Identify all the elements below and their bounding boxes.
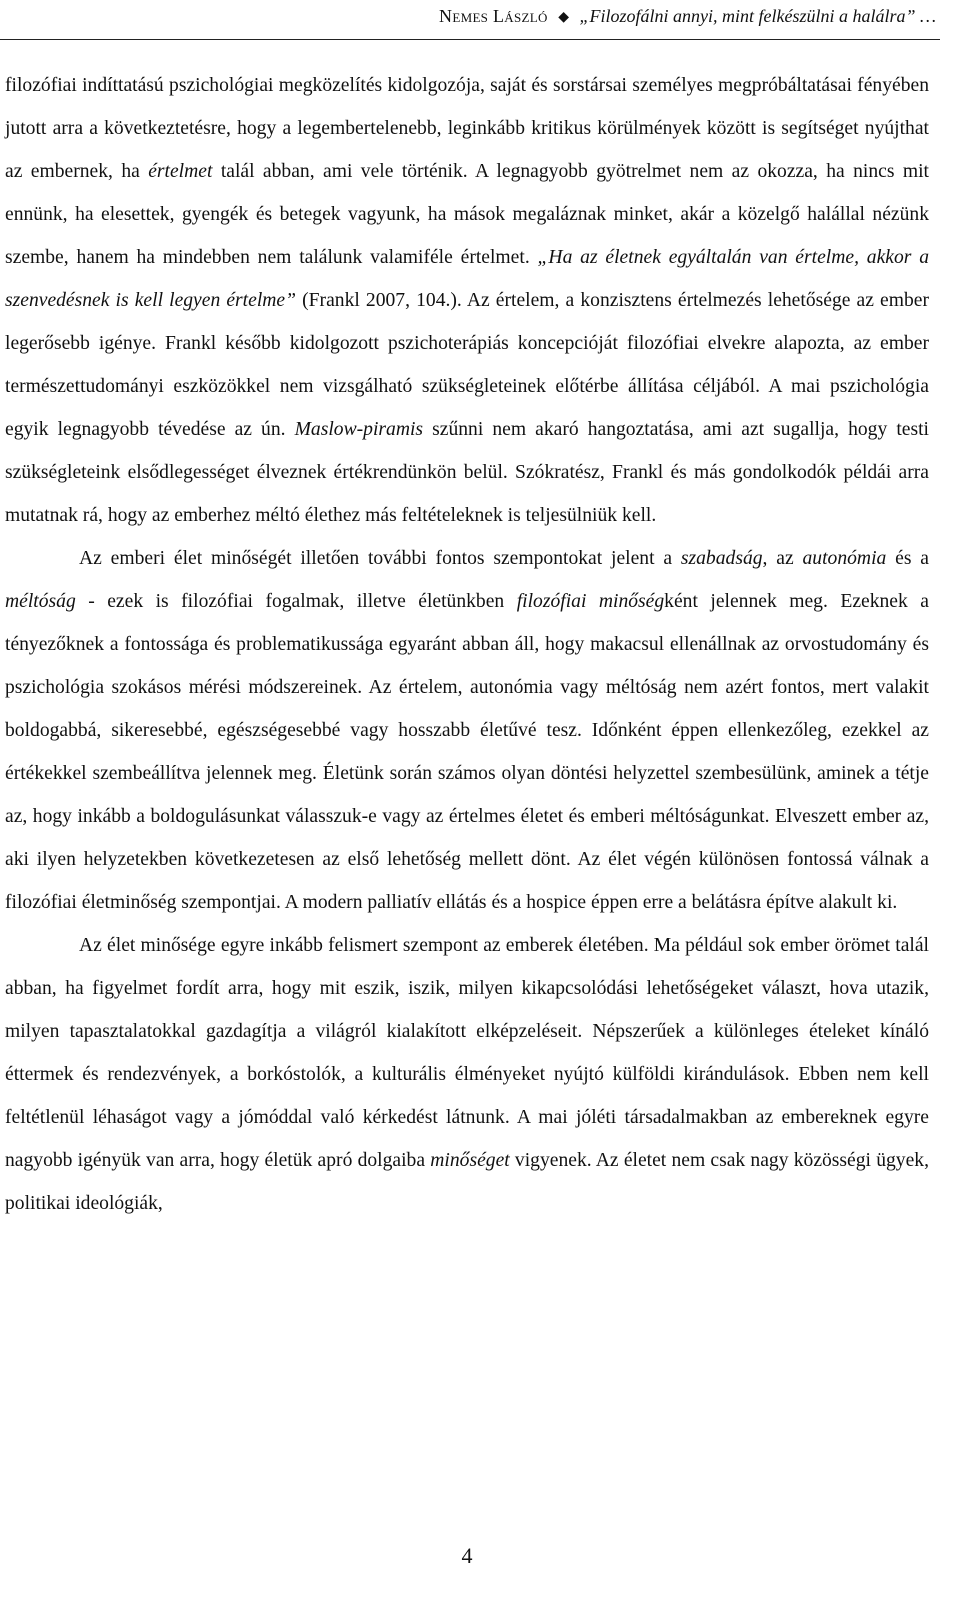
text-run: - ezek is filozófiai fogalmak, illetve életünkben — [75, 591, 517, 612]
text-run: (Frankl 2007, 104.). Az értelem, a konzisztens értelmezés lehetősége az ember legerősebb igénye. Frankl később kidolgozott pszichoterápiás koncepcióját filozófiai elvekre alapozta, az ember természettudományi eszközökkel nem vizsgálható szükségleteinek előtérbe állítása céljából. A mai pszichológia egyik legnagyobb tévedése az ún. — [5, 290, 929, 440]
header-title: „Filozofálni annyi, mint felkészülni a halálra” … — [579, 6, 936, 26]
italic-text-run: minőséget — [430, 1150, 510, 1171]
header-rule — [0, 39, 940, 40]
text-run: talál abban, ami vele történik. A legnagyobb gyötrelmet nem az okozza, ha nincs mit ennünk, ha elesettek, gyengék és betegek vagyunk, ha mások megaláznak minket, akár a közelgő halállal nézünk szembe, hanem ha mindebben nem találunk valamiféle értelmet. — [5, 161, 929, 268]
italic-text-run: méltóság — [5, 591, 76, 612]
page-number: 4 — [461, 1543, 473, 1568]
text-run: Az élet minősége egyre inkább felismert szempont az emberek életében. Ma például sok ember örömet talál abban, ha figyelmet fordít arra, hogy mit eszik, iszik, milyen kikapcsolódási lehetőségeket választ, hova utazik, milyen tapasztalatokkal gazdagítja a világról kialakított elképzeléseit. Népszerűek a különleges ételeket kínáló éttermek és rendezvények, a borkóstolók, a kulturális élményeket nyújtó külföldi kirándulások. Ebben nem kell feltétlenül léhaságot vagy a jómóddal való kérkedést látnunk. A mai jóléti társadalmakban az embereknek egyre nagyobb igényük van arra, hogy életük apró dolgaiba — [5, 935, 929, 1171]
paragraph-2 — [5, 537, 929, 924]
text-run: Az emberi élet minőségét illetően további fontos szempontokat jelent a — [79, 548, 681, 569]
italic-text-run: filozófiai minőség — [516, 591, 665, 612]
header-author: Nemes László — [439, 6, 548, 26]
body-text — [5, 64, 929, 1225]
text-run: szűnni nem akaró hangoztatása, ami azt sugallja, hogy testi szükségleteink elsődlegességet élveznek értékrendünkön belül. Szókratész, Frankl és más gondolkodók példái arra mutatnak rá, hogy az emberhez méltó élethez más feltételeknek is teljesülniük kell. — [5, 419, 929, 526]
text-run: , az — [762, 548, 803, 569]
italic-text-run: „Ha az életnek egyáltalán van értelme, akkor a szenvedésnek is kell legyen értelme” — [5, 247, 929, 311]
italic-text-run: Maslow-piramis — [294, 419, 424, 440]
paragraph-1 — [5, 64, 929, 537]
running-header — [439, 6, 936, 27]
paragraph-3 — [5, 924, 929, 1225]
text-run: ként jelennek meg. Ezeknek a tényezőknek a fontossága és problematikussága egyaránt abban áll, hogy makacsul ellenállnak az orvostudomány és pszichológia szokásos mérési módszereinek. Az értelem, autonómia vagy méltóság nem azért fontos, mert valakit boldogabbá, sikeresebbé, egészségesebbé vagy hosszabb életűvé tesz. Időnként éppen ellenkezőleg, ezekkel az értékekkel szembeállítva jelennek meg. Életünk során számos olyan döntési helyzettel szembesülünk, aminek a tétje az, hogy inkább a boldogulásunkat válasszuk-e vagy az értelmes életet és emberi méltóságunkat. Elveszett ember az, aki ilyen helyzetekben következetesen az első lehetőség mellett dönt. Az élet végén különösen fontossá válnak a filozófiai életminőség szempontjai. A modern palliatív ellátás és a hospice éppen erre a belátásra építve alakult ki. — [5, 591, 929, 913]
text-run: és a — [886, 548, 929, 569]
italic-text-run: autonómia — [802, 548, 887, 569]
italic-text-run: értelmet — [148, 161, 213, 182]
diamond-separator-icon: ◆ — [558, 10, 569, 25]
text-run: filozófiai indíttatású pszichológiai megközelítés kidolgozója, saját és sorstársai személyes megpróbáltatásai fényében jutott arra a következtetésre, hogy a legembertelenebb, leginkább kritikus körülmények között is segítséget nyújthat az embernek, ha — [5, 75, 929, 182]
italic-text-run: szabadság — [680, 548, 763, 569]
text-run: vigyenek. Az életet nem csak nagy közösségi ügyek, politikai ideológiák, — [5, 1150, 929, 1214]
